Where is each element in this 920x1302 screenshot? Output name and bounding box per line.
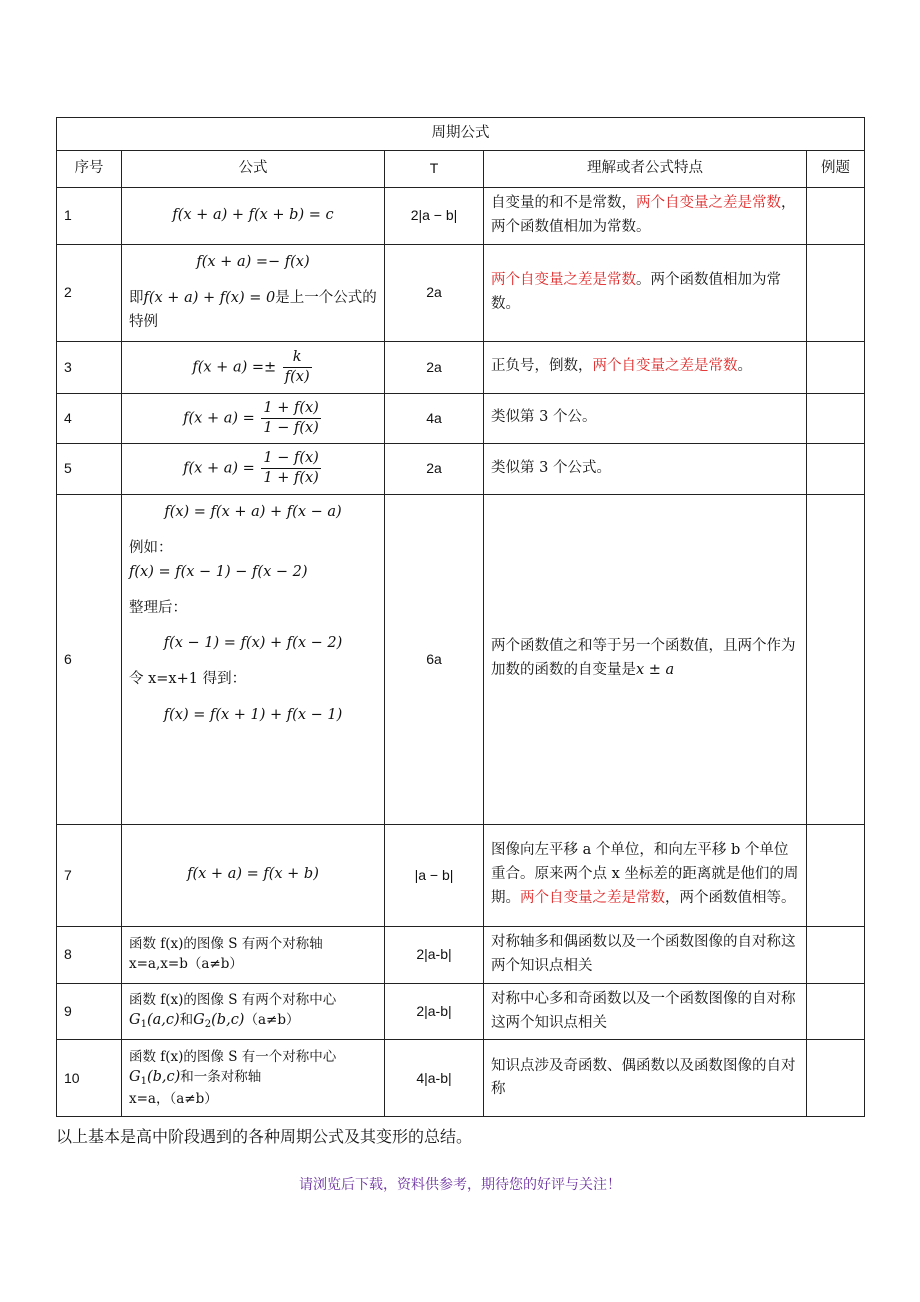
formula-text: x=a,x=b（a≠b） xyxy=(129,955,243,972)
arranged-formula: f(x − 1) = f(x) + f(x − 2) xyxy=(163,635,343,652)
formula-cell xyxy=(122,443,385,494)
table-row xyxy=(57,926,865,983)
table-row xyxy=(57,824,865,926)
center-g1-subscript: 1 xyxy=(140,1076,147,1088)
formula-lhs: f(x + a) = xyxy=(183,460,255,477)
table-row xyxy=(57,244,865,341)
header-no: 序号 xyxy=(57,150,122,187)
formula-join: 和 xyxy=(179,1012,194,1029)
notes-text: 自变量的和不是常数， xyxy=(491,194,636,211)
example-cell xyxy=(807,824,865,926)
example-cell xyxy=(807,187,865,244)
fraction-numerator: 1 + f(x) xyxy=(263,399,319,416)
formula-lhs: f(x + a) =± xyxy=(192,359,277,376)
notes xyxy=(484,341,807,393)
table-row xyxy=(57,393,865,443)
center-g2 xyxy=(193,1012,245,1031)
header-period: T xyxy=(385,150,484,187)
center-g1-symbol: G xyxy=(129,1069,141,1086)
notes-text: 正负号，倒数， xyxy=(491,358,593,375)
row-no: 2 xyxy=(57,244,122,341)
formula-prefix: 即 xyxy=(129,289,144,306)
table-row xyxy=(57,341,865,393)
formula-lhs: f(x + a) = xyxy=(183,410,255,427)
row-no: 4 xyxy=(57,393,122,443)
fraction-denominator: f(x) xyxy=(284,368,310,385)
period: 4|a-b| xyxy=(385,1040,484,1117)
notes: 类似第 3 个公式。 xyxy=(484,443,807,494)
header-notes: 理解或者公式特点 xyxy=(484,150,807,187)
formula-special: f(x + a) + f(x) = 0 xyxy=(143,289,276,306)
notes xyxy=(484,187,807,244)
center-g2-symbol: G xyxy=(193,1012,205,1029)
formula-cell xyxy=(122,393,385,443)
example-cell xyxy=(807,926,865,983)
example-cell xyxy=(807,341,865,393)
example-label: 例如： xyxy=(129,539,173,556)
example-formula: f(x) = f(x − 1) − f(x − 2) xyxy=(129,563,308,580)
formula: f(x + a) + f(x + b) = c xyxy=(122,187,385,244)
fraction xyxy=(283,348,312,387)
footer-note: 请浏览后下载，资料供参考，期待您的好评与关注！ xyxy=(299,1177,621,1193)
notes-highlight: 两个自变量之差是常数 xyxy=(520,890,665,907)
notes-highlight: 两个自变量之差是常数 xyxy=(491,271,636,288)
notes xyxy=(484,824,807,926)
notes xyxy=(484,244,807,341)
example-cell xyxy=(807,393,865,443)
table-row xyxy=(57,443,865,494)
period: 2a xyxy=(385,244,484,341)
formula: f(x + a) =− f(x) xyxy=(196,253,310,270)
example-cell xyxy=(807,1040,865,1117)
notes-formula: x ± a xyxy=(636,662,675,679)
row-no: 9 xyxy=(57,983,122,1040)
header-formula: 公式 xyxy=(122,150,385,187)
formula-cell xyxy=(122,926,385,983)
substitute-label: 令 x=x+1 得到： xyxy=(129,671,247,688)
formula-cell xyxy=(122,494,385,824)
center-g1 xyxy=(129,1012,180,1031)
notes: 类似第 3 个公。 xyxy=(484,393,807,443)
formula-cell xyxy=(122,983,385,1040)
table-row xyxy=(57,494,865,824)
center-g1-symbol: G xyxy=(129,1012,141,1029)
notes-text: ，两个函数值相加为常数。 xyxy=(491,194,796,235)
row-no: 5 xyxy=(57,443,122,494)
summary-text: 以上基本是高中阶段遇到的各种周期公式及其变形的总结。 xyxy=(56,1127,473,1146)
center-g1-args: (b,c) xyxy=(146,1069,181,1086)
period-formula-table xyxy=(56,117,865,1117)
example-cell xyxy=(807,244,865,341)
row-no: 1 xyxy=(57,187,122,244)
formula-note: 是上一个公式的特例 xyxy=(129,289,377,330)
formula-cell xyxy=(122,244,385,341)
center-g2-args: (b,c) xyxy=(211,1012,245,1029)
period: 2a xyxy=(385,341,484,393)
row-no: 10 xyxy=(57,1040,122,1117)
formula-cell xyxy=(122,341,385,393)
period: 2|a-b| xyxy=(385,983,484,1040)
example-cell xyxy=(807,494,865,824)
period: 6a xyxy=(385,494,484,824)
formula: f(x + a) = f(x + b) xyxy=(122,824,385,926)
center-g2-subscript: 2 xyxy=(204,1019,212,1031)
fraction-numerator: k xyxy=(292,348,302,365)
formula-cell xyxy=(122,1040,385,1117)
period: 2|a-b| xyxy=(385,926,484,983)
period: 2|a − b| xyxy=(385,187,484,244)
header-example: 例题 xyxy=(807,150,865,187)
notes-text: 。 xyxy=(737,358,752,375)
notes-text: 图像向左平移 a 个单位，和向左平移 b 个单位重合。原来两个点 x 坐标差的距离就是他们的周期。 xyxy=(491,842,799,907)
table-row xyxy=(57,187,865,244)
formula-text: 函数 f(x)的图像 S 有两个对称中心 xyxy=(129,991,337,1008)
fraction-denominator: 1 + f(x) xyxy=(263,470,319,487)
fraction-numerator: 1 − f(x) xyxy=(263,450,319,467)
notes: 对称中心多和奇函数以及一个函数图像的自对称这两个知识点相关 xyxy=(484,983,807,1040)
formula-text: 函数 f(x)的图像 S 有两个对称轴 xyxy=(129,936,323,953)
period: 4a xyxy=(385,393,484,443)
fraction xyxy=(261,449,320,488)
example-cell xyxy=(807,983,865,1040)
notes-text: 两个函数值之和等于另一个函数值，且两个作为加数的函数的自变量是 xyxy=(491,638,796,679)
result-formula: f(x) = f(x + 1) + f(x − 1) xyxy=(163,707,343,724)
formula-tail: （a≠b） xyxy=(244,1012,300,1029)
table-row xyxy=(57,1040,865,1117)
fraction xyxy=(261,399,320,438)
example-cell xyxy=(807,443,865,494)
notes-highlight: 两个自变量之差是常数 xyxy=(592,358,738,375)
formula-text: 函数 f(x)的图像 S 有一个对称中心 xyxy=(129,1048,337,1065)
center-g1-args: (a,c) xyxy=(146,1012,180,1029)
row-no: 3 xyxy=(57,341,122,393)
notes-text: 。两个函数值相加为常数。 xyxy=(491,271,781,312)
notes-highlight: 两个自变量之差是常数 xyxy=(636,194,781,211)
table-title: 周期公式 xyxy=(57,118,865,151)
notes xyxy=(484,494,807,824)
period: 2a xyxy=(385,443,484,494)
center-g1 xyxy=(129,1069,181,1088)
notes: 对称轴多和偶函数以及一个函数图像的自对称这两个知识点相关 xyxy=(484,926,807,983)
table-row xyxy=(57,983,865,1040)
formula: f(x) = f(x + a) + f(x − a) xyxy=(164,503,342,520)
period: |a − b| xyxy=(385,824,484,926)
arranged-label: 整理后： xyxy=(129,599,187,616)
notes-text: ，两个函数值相等。 xyxy=(665,890,796,907)
notes: 知识点涉及奇函数、偶函数以及函数图像的自对称 xyxy=(484,1040,807,1117)
center-g1-subscript: 1 xyxy=(140,1019,147,1031)
row-no: 8 xyxy=(57,926,122,983)
fraction-denominator: 1 − f(x) xyxy=(263,419,319,436)
row-no: 6 xyxy=(57,494,122,824)
row-no: 7 xyxy=(57,824,122,926)
formula-join: 和一条对称轴 xyxy=(180,1069,262,1086)
formula-text: x=a，（a≠b） xyxy=(129,1090,218,1107)
